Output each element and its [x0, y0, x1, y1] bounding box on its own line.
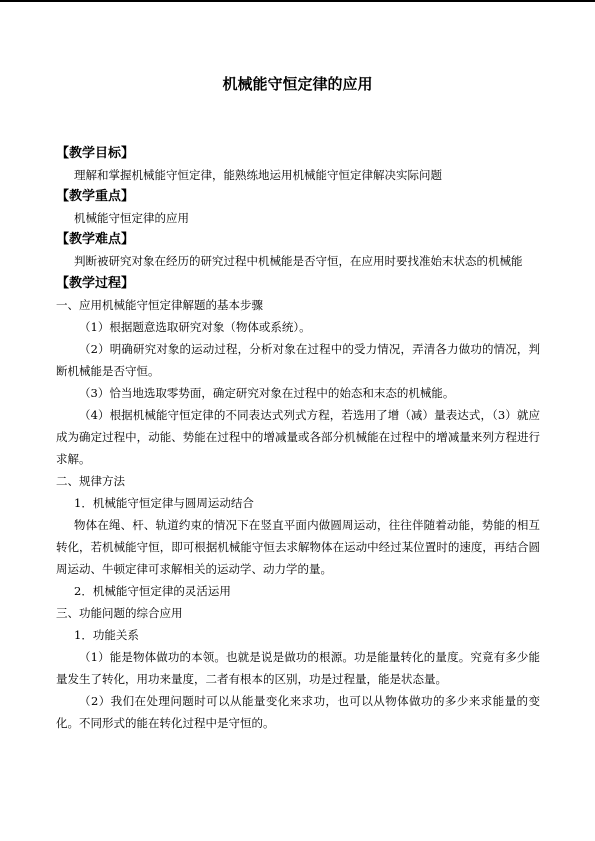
key-text: 机械能守恒定律的应用	[74, 211, 189, 225]
top-border-rule	[0, 0, 595, 2]
part3-item-2: （2）我们在处理问题时可以从能量变化来求功，也可以从物体做功的多少来求能量的变化。不同形式的能在转化过程中是守恒的。	[56, 694, 540, 730]
part2-title: 二、规律方法	[56, 474, 125, 488]
part2-sub1-text: 物体在绳、杆、轨道约束的情况下在竖直平面内做圆周运动，往往伴随着动能，势能的相互转化，若机械能守恒，即可根据机械能守恒去求解物体在运动中经过某位置时的速度，再结合圆周运动、牛顿定律可求解相关的运动学、动力学的量。	[56, 518, 540, 576]
section-heading-goal: 【教学目标】	[56, 146, 135, 161]
difficulty-text: 判断被研究对象在经历的研究过程中机械能是否守恒，在应用时要找准始末状态的机械能	[74, 254, 523, 268]
page-title: 机械能守恒定律的应用	[222, 75, 373, 93]
part3-sub1-title: 1．功能关系	[74, 628, 139, 642]
part2-sub2-title: 2．机械能守恒定律的灵活运用	[74, 584, 231, 598]
part1-step-2: （2）明确研究对象的运动过程，分析对象在过程中的受力情况，弄清各力做功的情况，判断机械能是否守恒。	[56, 342, 540, 378]
part1-step-4: （4）根据机械能守恒定律的不同表达式列式方程，若选用了增（减）量表达式，（3）就应成为确定过程中，动能、势能在过程中的增减量或各部分机械能在过程中的增减量来列方程进行求解。	[56, 408, 540, 466]
goal-text: 理解和掌握机械能守恒定律，能熟练地运用机械能守恒定律解决实际问题	[74, 168, 442, 182]
section-heading-difficulty: 【教学难点】	[56, 232, 135, 247]
part3-item-1: （1）能是物体做功的本领。也就是说是做功的根源。功是能量转化的量度。究竟有多少能量发生了转化，用功来量度，二者有根本的区别，功是过程量，能是状态量。	[56, 650, 540, 686]
document-body	[56, 140, 540, 734]
part1-step-3: （3）恰当地选取零势面，确定研究对象在过程中的始态和末态的机械能。	[79, 386, 455, 400]
part1-step-1: （1）根据题意选取研究对象（物体或系统）。	[79, 320, 311, 334]
part2-sub1-title: 1．机械能守恒定律与圆周运动结合	[74, 496, 254, 510]
part3-title: 三、功能问题的综合应用	[56, 606, 183, 620]
part1-title: 一、应用机械能守恒定律解题的基本步骤	[56, 298, 263, 312]
section-heading-process: 【教学过程】	[56, 276, 135, 291]
section-heading-key: 【教学重点】	[56, 189, 135, 204]
